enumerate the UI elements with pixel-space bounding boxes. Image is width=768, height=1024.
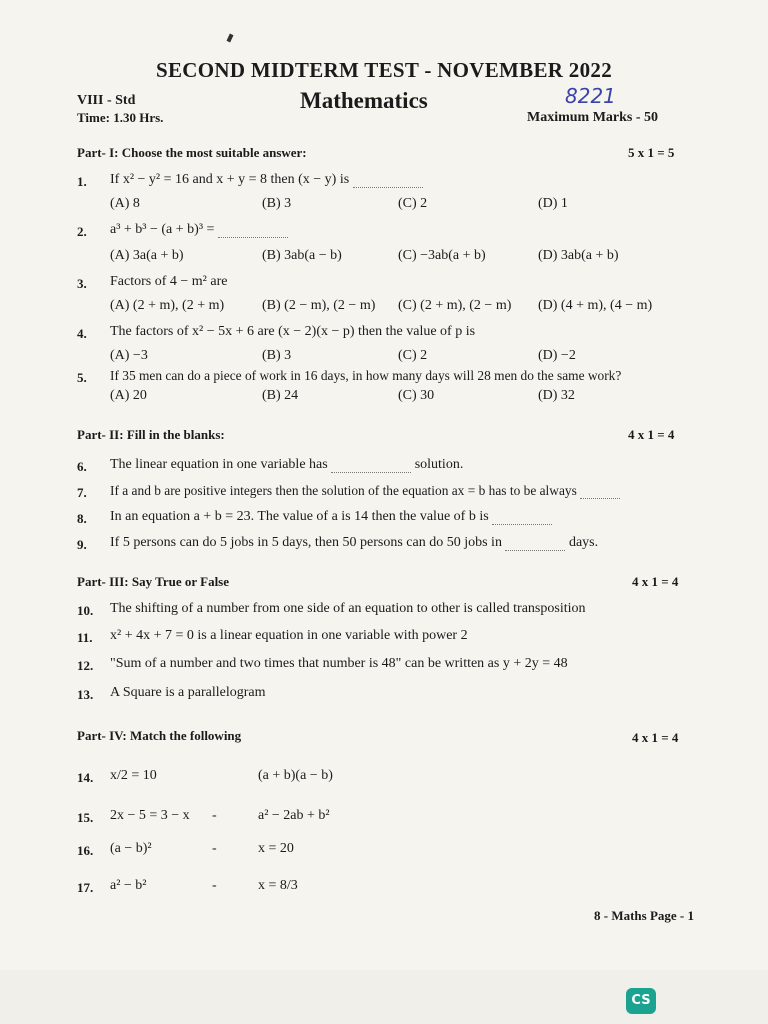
option-a: (A) 20 [110,388,147,403]
option-a: (A) 8 [110,196,140,211]
question-number: 11. [77,630,93,645]
question-number: 14. [77,770,94,785]
option-c: (C) −3ab(a + b) [398,248,486,263]
question-number: 17. [77,880,94,895]
page-footer: 8 - Maths Page - 1 [594,908,695,923]
part1-marks: 5 x 1 = 5 [628,145,675,160]
option-d: (D) (4 + m), (4 − m) [538,298,653,313]
part3-marks: 4 x 1 = 4 [632,574,679,589]
option-c: (C) 2 [398,196,428,211]
option-d: (D) 3ab(a + b) [538,248,619,263]
part4-marks: 4 x 1 = 4 [632,730,679,745]
match-right: x = 20 [258,841,294,856]
max-marks-label: Maximum Marks - 50 [527,110,659,125]
handwritten-code: 8221 [565,84,616,108]
question-text: The factors of x² − 5x + 6 are (x − 2)(x − p) then the value of p is [110,324,476,339]
match-right: x = 8/3 [258,878,298,893]
question-text: In an equation a + b = 23. The value of a is 14 then the value of b is [110,509,552,525]
question-text: x² + 4x + 7 = 0 is a linear equation in one variable with power 2 [110,628,468,643]
question-text: The shifting of a number from one side of an equation to other is called transposition [110,601,586,616]
question-number: 9. [77,537,87,552]
question-number: 16. [77,843,94,858]
camscanner-logo: CS [626,988,656,1014]
match-left: a² − b² [110,878,147,893]
option-a: (A) −3 [110,348,148,363]
option-c: (C) 30 [398,388,435,403]
option-c: (C) (2 + m), (2 − m) [398,298,512,313]
option-a: (A) 3a(a + b) [110,248,184,263]
part2-heading: Part- II: Fill in the blanks: [77,427,225,442]
time-label: Time: 1.30 Hrs. [77,110,164,125]
match-dash: - [212,841,217,856]
option-d: (D) 32 [538,388,575,403]
question-number: 7. [77,485,87,500]
match-left: 2x − 5 = 3 − x [110,808,190,823]
match-right: a² − 2ab + b² [258,808,330,823]
question-text: If 5 persons can do 5 jobs in 5 days, then 50 persons can do 50 jobs in days. [110,535,599,550]
match-left: x/2 = 10 [110,768,157,783]
option-c: (C) 2 [398,348,428,363]
question-number: 5. [77,370,87,385]
question-number: 6. [77,459,87,474]
option-b: (B) 3 [262,348,292,363]
option-a: (A) (2 + m), (2 + m) [110,298,225,313]
option-b: (B) 24 [262,388,299,403]
standard-label: VIII - Std [77,93,136,108]
option-d: (D) −2 [538,348,576,363]
exam-title: SECOND MIDTERM TEST - NOVEMBER 2022 [155,58,613,82]
option-b: (B) (2 − m), (2 − m) [262,298,376,313]
option-b: (B) 3ab(a − b) [262,248,342,263]
question-text: The linear equation in one variable has solution. [110,457,464,472]
option-b: (B) 3 [262,196,292,211]
question-text: Factors of 4 − m² are [110,274,228,289]
match-left: (a − b)² [110,841,152,856]
question-text: "Sum of a number and two times that number is 48" can be written as y + 2y = 48 [110,656,568,671]
part4-heading: Part- IV: Match the following [77,728,242,743]
question-text: If a and b are positive integers then the solution of the equation ax = b has to be always [110,483,620,499]
question-number: 12. [77,658,94,673]
option-d: (D) 1 [538,196,568,211]
part2-marks: 4 x 1 = 4 [628,427,675,442]
question-text: If x² − y² = 16 and x + y = 8 then (x − y) is [110,172,423,188]
match-right: (a + b)(a − b) [258,768,333,783]
part3-heading: Part- III: Say True or False [77,574,230,589]
question-number: 1. [77,174,87,189]
question-text: a³ + b³ − (a + b)³ = [110,222,288,238]
question-number: 10. [77,603,94,618]
subject-title: Mathematics [300,88,428,113]
question-number: 13. [77,687,94,702]
question-text: A Square is a parallelogram [110,685,266,700]
question-number: 15. [77,810,94,825]
question-number: 3. [77,276,87,291]
ink-mark [226,34,233,43]
question-number: 2. [77,224,87,239]
question-number: 8. [77,511,87,526]
match-dash: - [212,878,217,893]
question-number: 4. [77,326,87,341]
part1-heading: Part- I: Choose the most suitable answer: [77,145,307,160]
question-text: If 35 men can do a piece of work in 16 days, in how many days will 28 men do the same work? [110,368,622,383]
match-dash: - [212,808,217,823]
